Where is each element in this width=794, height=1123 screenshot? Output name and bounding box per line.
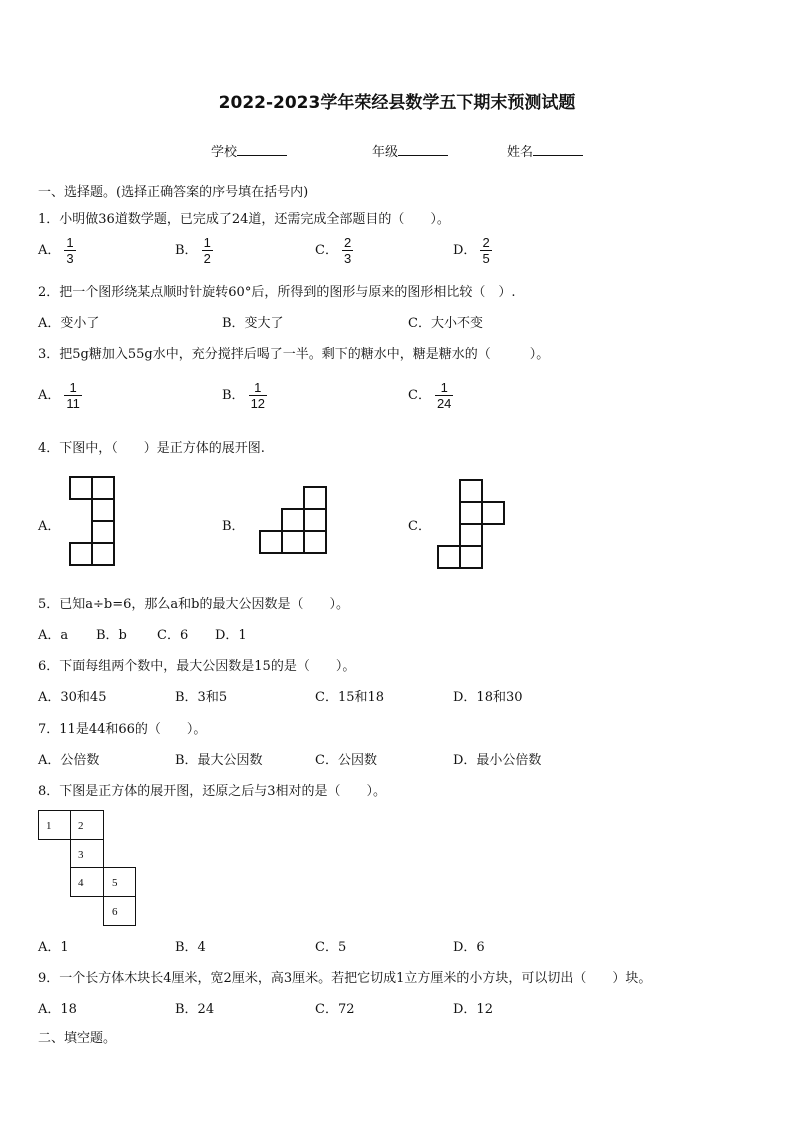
q9-option-d: D．12 [453,1002,493,1017]
q7-text: 7．11是44和66的（ ）。 [38,722,207,737]
q8-option-a: A．1 [38,940,69,955]
school-blank [237,142,287,156]
q1-option-a: A． $\frac{1}{3}$ [38,235,74,266]
q3-option-c: C． $\frac{1}{24}$ [408,380,452,411]
q2-option-b: B．变大了 [222,316,284,331]
fraction: $\frac{1}{11}$ [66,380,80,411]
q9-text: 9．一个长方体木块长4厘米，宽2厘米，高3厘米。若把它切成1立方厘米的小方块，可以切出（ ）块。 [38,971,652,986]
page-title: 2022-2023学年荣经县数学五下期末预测试题 [218,93,576,113]
q6-text: 6．下面每组两个数中，最大公因数是15的是（ ）。 [38,659,356,674]
q7-option-c: C．公因数 [315,753,377,768]
q4-option-c: C． [408,519,431,534]
q4-text: 4．下图中，（ ）是正方体的展开图. [38,441,265,456]
q1-text: 1．小明做36道数学题，已完成了24道，还需完成全部题目的（ ）。 [38,212,450,227]
q2-option-c: C．大小不变 [408,316,483,331]
fraction: $\frac{2}{5}$ [482,235,490,266]
q6-option-c: C．15和18 [315,690,385,705]
q3-option-a: A． $\frac{1}{11}$ [38,380,80,411]
net-number-3: 3 [78,849,84,861]
q1-option-c: C． $\frac{2}{3}$ [315,235,352,266]
cube-net-a [68,475,118,571]
net-number-4: 4 [78,877,84,889]
cube-net-c [436,478,508,572]
q5-text: 5．已知a÷b=6，那么a和b的最大公因数是（ ）。 [38,597,349,612]
q7-option-a: A．公倍数 [38,753,100,768]
q6-option-d: D．18和30 [453,690,523,705]
school-field [211,141,287,160]
q5-option-d: D．1 [215,628,247,643]
q3-text: 3．把5g糖加入55g水中，充分搅拌后喝了一半。剩下的糖水中，糖是糖水的（ ）。 [38,347,550,362]
q4-option-b: B． [222,519,245,534]
cube-net-numbered [38,810,140,930]
q8-option-d: D．6 [453,940,485,955]
q2-option-a: A．变小了 [38,316,100,331]
q1-option-d: D． $\frac{2}{5}$ [453,235,490,266]
q8-text: 8．下图是正方体的展开图，还原之后与3相对的是（ ）。 [38,784,387,799]
grade-blank [398,142,448,156]
fraction: $\frac{1}{2}$ [203,235,211,266]
q7-option-b: B．最大公因数 [175,753,263,768]
q5-option-b: B．b [96,628,127,643]
cube-net-b [258,485,330,557]
q4-option-a: A． [38,519,61,534]
q9-option-b: B．24 [175,1002,215,1017]
name-label: 姓名 [507,145,534,160]
fraction: $\frac{1}{12}$ [250,380,266,411]
q5-option-a: A．a [38,628,69,643]
q2-text: 2．把一个图形绕某点顺时针旋转60°后，所得到的图形与原来的图形相比较（ ）. [38,285,516,300]
fraction: $\frac{2}{3}$ [343,235,352,266]
grade-label: 年级 [372,145,399,160]
section1-heading: 一、选择题。(选择正确答案的序号填在括号内) [38,185,309,200]
q8-option-b: B．4 [175,940,206,955]
q9-option-a: A．18 [38,1002,77,1017]
fraction: $\frac{1}{24}$ [436,380,452,411]
school-label: 学校 [211,145,238,160]
name-blank [533,142,583,156]
q1-option-b: B． $\frac{1}{2}$ [175,235,211,266]
section2-heading: 二、填空题。 [38,1031,117,1046]
q5-option-c: C．6 [157,628,189,643]
q9-option-c: C．72 [315,1002,355,1017]
q6-option-a: A．30和45 [38,690,107,705]
net-number-1: 1 [46,820,52,832]
grade-field [372,141,448,160]
q6-option-b: B．3和5 [175,690,228,705]
q7-option-d: D．最小公倍数 [453,753,542,768]
q8-option-c: C．5 [315,940,347,955]
q3-option-b: B． $\frac{1}{12}$ [222,380,266,411]
fraction: $\frac{1}{3}$ [66,235,74,266]
net-number-6: 6 [112,906,118,918]
net-number-5: 5 [112,877,118,889]
name-field [507,141,583,160]
net-number-2: 2 [78,820,84,832]
